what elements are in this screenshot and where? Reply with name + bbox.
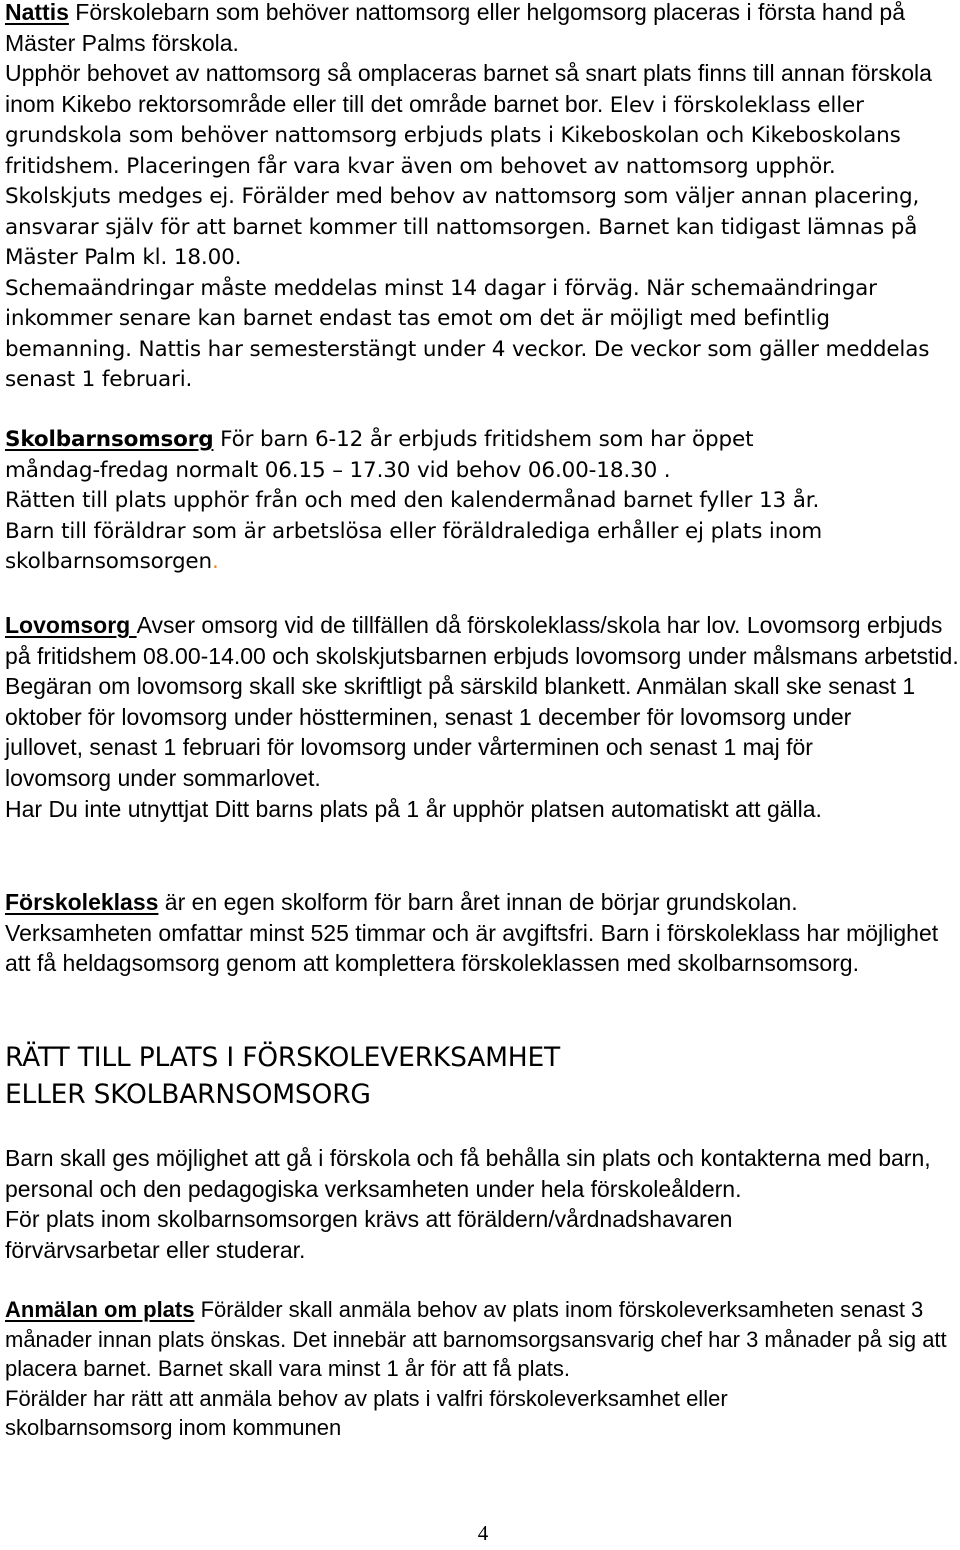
forskoleklass-text-1: är en egen skolform för barn året innan de börjar grundskolan. <box>158 889 798 915</box>
section-forskoleklass <box>5 887 960 979</box>
heading-line-1: RÄTT TILL PLATS I FÖRSKOLEVERKSAMHET <box>5 1042 561 1073</box>
section-anmalan <box>5 1295 960 1443</box>
anmalan-paragraph <box>5 1295 960 1384</box>
nattis-text-5: Schemaändringar måste meddelas minst 14 dagar i förväg. <box>5 275 647 301</box>
nattis-paragraph-3 <box>5 274 935 396</box>
nattis-paragraph <box>5 0 960 58</box>
section-lovomsorg <box>5 610 960 824</box>
skolbarnsomsorg-text-3: Barn till föräldrar som är arbetslösa eller föräldralediga erhåller ej plats inom skolbarnsomsorgen <box>5 518 823 574</box>
lovomsorg-paragraph <box>5 610 960 671</box>
section-keyword-skolbarnsomsorg: Skolbarnsomsorg <box>5 427 214 452</box>
section-skolbarnsomsorg <box>5 425 845 578</box>
anmalan-text-1: Förälder skall anmäla behov av plats inom förskoleverksamheten senast 3 månader innan plats önskas. Det innebär att barnomsorgsansvarig chef har 3 månader på sig att placera barnet. Barnet skall vara minst 1 år för att få plats. <box>5 1297 947 1382</box>
skolbarnsomsorg-text-2: Rätten till plats upphör från och med den kalendermånad barnet fyller 13 år. <box>5 488 820 513</box>
section-keyword-forskoleklass: Förskoleklass <box>5 889 159 915</box>
ratt-till-plats-text-1: Barn skall ges möjlighet att gå i förskola och få behålla sin plats och kontakterna med barn, personal och den pedagogiska verksamheten under hela förskoleåldern. <box>5 1145 931 1202</box>
forskoleklass-text-2: Verksamheten omfattar minst 525 timmar och är avgiftsfri. Barn i förskoleklass har möjlighet att få heldagsomsorg genom att komplettera förskoleklassen med skolbarnsomsorg. <box>5 919 939 977</box>
section-ratt-till-plats <box>5 1143 960 1265</box>
ratt-till-plats-text-2: För plats inom skolbarnsomsorgen krävs att föräldern/vårdnadshavaren förvärvsarbetar eller studerar. <box>5 1206 733 1263</box>
nattis-text-2: Upphör behovet av nattomsorg så omplaceras barnet så snart plats finns till annan förskola inom Kikebo rektorsområde eller till det område barnet bor. <box>5 60 932 117</box>
lovomsorg-text-1: Avser omsorg vid de tillfällen då förskoleklass/skola har lov. Lovomsorg erbjuds på fritidshem 08.00-14.00 och skolskjutsbarnen erbjuds lovomsorg under målsmans arbetstid. <box>5 612 959 669</box>
skolbarnsomsorg-paragraph-3 <box>5 517 875 578</box>
nattis-text-3: Elev i förskoleklass eller grundskola som behöver nattomsorg erbjuds plats i Kikeboskolan och Kikeboskolans fritidshem. Placeringen får vara kvar även om behovet av nattomsorg upphör. Skolskjuts medges ej. <box>5 92 901 210</box>
skolbarnsomsorg-text-1: För barn 6-12 år erbjuds fritidshem som har öppet måndag-fredag normalt 06.15 – 17.30 vid behov 06.00-18.30 . <box>5 427 754 483</box>
skolbarnsomsorg-period: . <box>212 549 219 574</box>
heading-line-2: ELLER SKOLBARNSOMSORG <box>5 1078 371 1110</box>
skolbarnsomsorg-paragraph <box>5 425 845 486</box>
section-nattis <box>5 0 960 396</box>
section-keyword-anmalan: Anmälan om plats <box>5 1297 195 1322</box>
forskoleklass-paragraph <box>5 887 960 918</box>
section-heading <box>5 1040 960 1113</box>
lovomsorg-text-3: Har Du inte utnyttjat Ditt barns plats på 1 år upphör platsen automatiskt att gälla. <box>5 795 822 822</box>
nattis-paragraph-2 <box>5 58 935 274</box>
section-keyword-lovomsorg: Lovomsorg <box>5 612 137 638</box>
page-number: 4 <box>477 1521 489 1545</box>
nattis-text-4: Förälder med behov av nattomsorg som väljer annan placering, ansvarar själv för att barnet kommer till nattomsorgen. Barnet kan tidigast lämnas på Mäster Palm kl. 18.00. <box>5 184 920 271</box>
anmalan-text-2: Förälder har rätt att anmäla behov av plats i valfri förskoleverksamhet eller skolbarnsomsorg inom kommunen <box>5 1385 728 1441</box>
section-keyword-nattis: Nattis <box>5 0 69 25</box>
nattis-text-1: Förskolebarn som behöver nattomsorg eller helgomsorg placeras i första hand på Mäster Palms förskola. <box>5 0 906 56</box>
lovomsorg-text-2: Begäran om lovomsorg skall ske skriftligt på särskild blankett. Anmälan skall ske senast 1 oktober för lovomsorg under höstterminen, senast 1 december för lovomsorg under jullovet, senast 1 februari för lovomsorg under vårterminen och senast 1 maj för lovomsorg under sommarlovet. <box>5 673 916 791</box>
nattis-text-6: När schemaändringar inkommer senare kan barnet endast tas emot om det är möjligt med befintlig bemanning. Nattis har semesterstängt under 4 veckor. De veckor som gäller meddelas senast 1 februari. <box>5 275 930 393</box>
